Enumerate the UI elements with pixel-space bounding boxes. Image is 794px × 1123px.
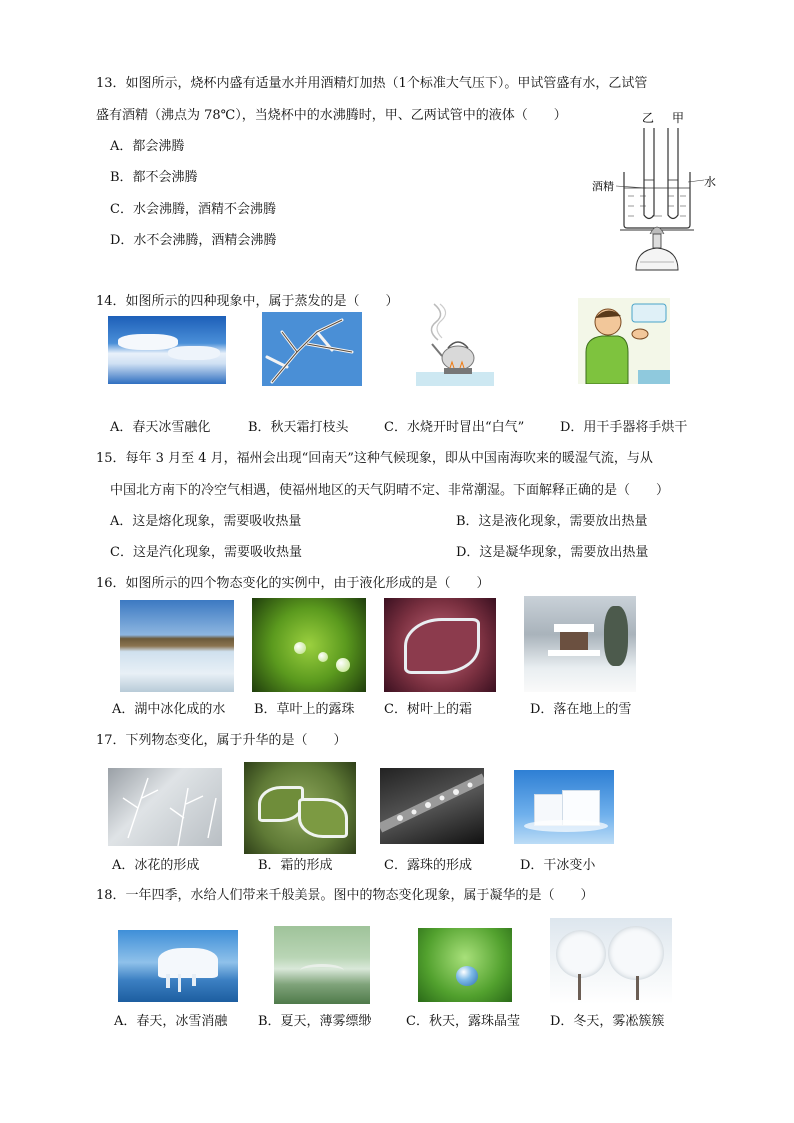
q16-image-snow: [524, 596, 636, 692]
q14-option-a: A．春天冰雪融化: [110, 420, 211, 435]
q13-apparatus-figure: [592, 110, 722, 282]
q18-option-b: B．夏天，薄雾缥缈: [258, 1014, 372, 1029]
q14-stem: 14．如图所示的四种现象中，属于蒸发的是（ ）: [96, 294, 399, 309]
q15-stem-line2: 中国北方南下的冷空气相遇，使福州地区的天气阴晴不定、非常潮湿。下面解释正确的是（ ）: [110, 483, 670, 498]
q13-option-a: A．都会沸腾: [110, 139, 185, 154]
q18-image-mist: [274, 926, 370, 1004]
q13-option-b: B．都不会沸腾: [110, 170, 198, 185]
q18-stem: 18．一年四季，水给人们带来千般美景。图中的物态变化现象，属于凝华的是（ ）: [96, 888, 594, 903]
q15-option-d: D．这是凝华现象，需要放出热量: [456, 545, 649, 560]
q18-option-c: C．秋天，露珠晶莹: [406, 1014, 520, 1029]
q15-option-b: B．这是液化现象，需要放出热量: [456, 514, 648, 529]
q16-option-c: C．树叶上的霜: [384, 702, 472, 717]
q15-option-c: C．这是汽化现象，需要吸收热量: [110, 545, 302, 560]
q18-option-a: A．春天，冰雪消融: [114, 1014, 228, 1029]
q14-image-ice-melt: [108, 316, 226, 384]
q13-option-c: C．水会沸腾，酒精不会沸腾: [110, 202, 276, 217]
q17-option-a: A．冰花的形成: [112, 858, 200, 873]
q17-option-b: B．霜的形成: [258, 858, 333, 873]
q16-option-d: D．落在地上的雪: [530, 702, 632, 717]
q17-image-frost: [244, 762, 356, 854]
q13-stem-line2: 盛有酒精（沸点为 78℃），当烧杯中的水沸腾时，甲、乙两试管中的液体（ ）: [96, 108, 567, 123]
q14-option-c: C．水烧开时冒出“白气”: [384, 420, 525, 435]
q16-option-b: B．草叶上的露珠: [254, 702, 355, 717]
q18-image-rime: [550, 918, 672, 1004]
q16-image-frost-leaf: [384, 598, 496, 692]
q18-option-d: D．冬天，雾凇簇簇: [550, 1014, 665, 1029]
q17-image-dry-ice: [514, 770, 614, 844]
q15-option-a: A．这是熔化现象，需要吸收热量: [110, 514, 302, 529]
q14-option-d: D．用干手器将手烘干: [560, 420, 688, 435]
q18-image-dewdrop: [418, 928, 512, 1002]
q14-image-kettle: [416, 300, 494, 386]
q13-stem-line1: 13．如图所示，烧杯内盛有适量水并用酒精灯加热（1个标准大气压下）。甲试管盛有水，乙试管: [96, 76, 648, 91]
q16-image-dewdrops: [252, 598, 366, 692]
q17-option-d: D．干冰变小: [520, 858, 596, 873]
q13-label-yi: 乙: [642, 111, 655, 125]
q17-stem: 17．下列物态变化，属于升华的是（ ）: [96, 733, 347, 748]
q13-label-jia: 甲: [672, 111, 685, 125]
q18-image-ice-snow-melt: [118, 930, 238, 1002]
q14-image-hand-dryer: [578, 298, 670, 384]
q17-image-ice-flower: [108, 768, 222, 846]
q13-option-d: D．水不会沸腾，酒精会沸腾: [110, 233, 277, 248]
q16-image-lake-ice: [120, 600, 234, 692]
q14-option-b: B．秋天霜打枝头: [248, 420, 349, 435]
q13-label-alcohol: 酒精: [592, 180, 614, 193]
q16-option-a: A．湖中冰化成的水: [112, 702, 226, 717]
q14-image-frost-branch: [262, 312, 362, 386]
q17-option-c: C．露珠的形成: [384, 858, 472, 873]
q16-stem: 16．如图所示的四个物态变化的实例中，由于液化形成的是（ ）: [96, 576, 490, 591]
q13-label-water: 水: [704, 175, 717, 189]
q17-image-dew: [380, 768, 484, 844]
q15-stem-line1: 15．每年 3 月至 4 月，福州会出现“回南天”这种气候现象，即从中国南海吹来的暖湿气流，与从: [96, 451, 653, 466]
